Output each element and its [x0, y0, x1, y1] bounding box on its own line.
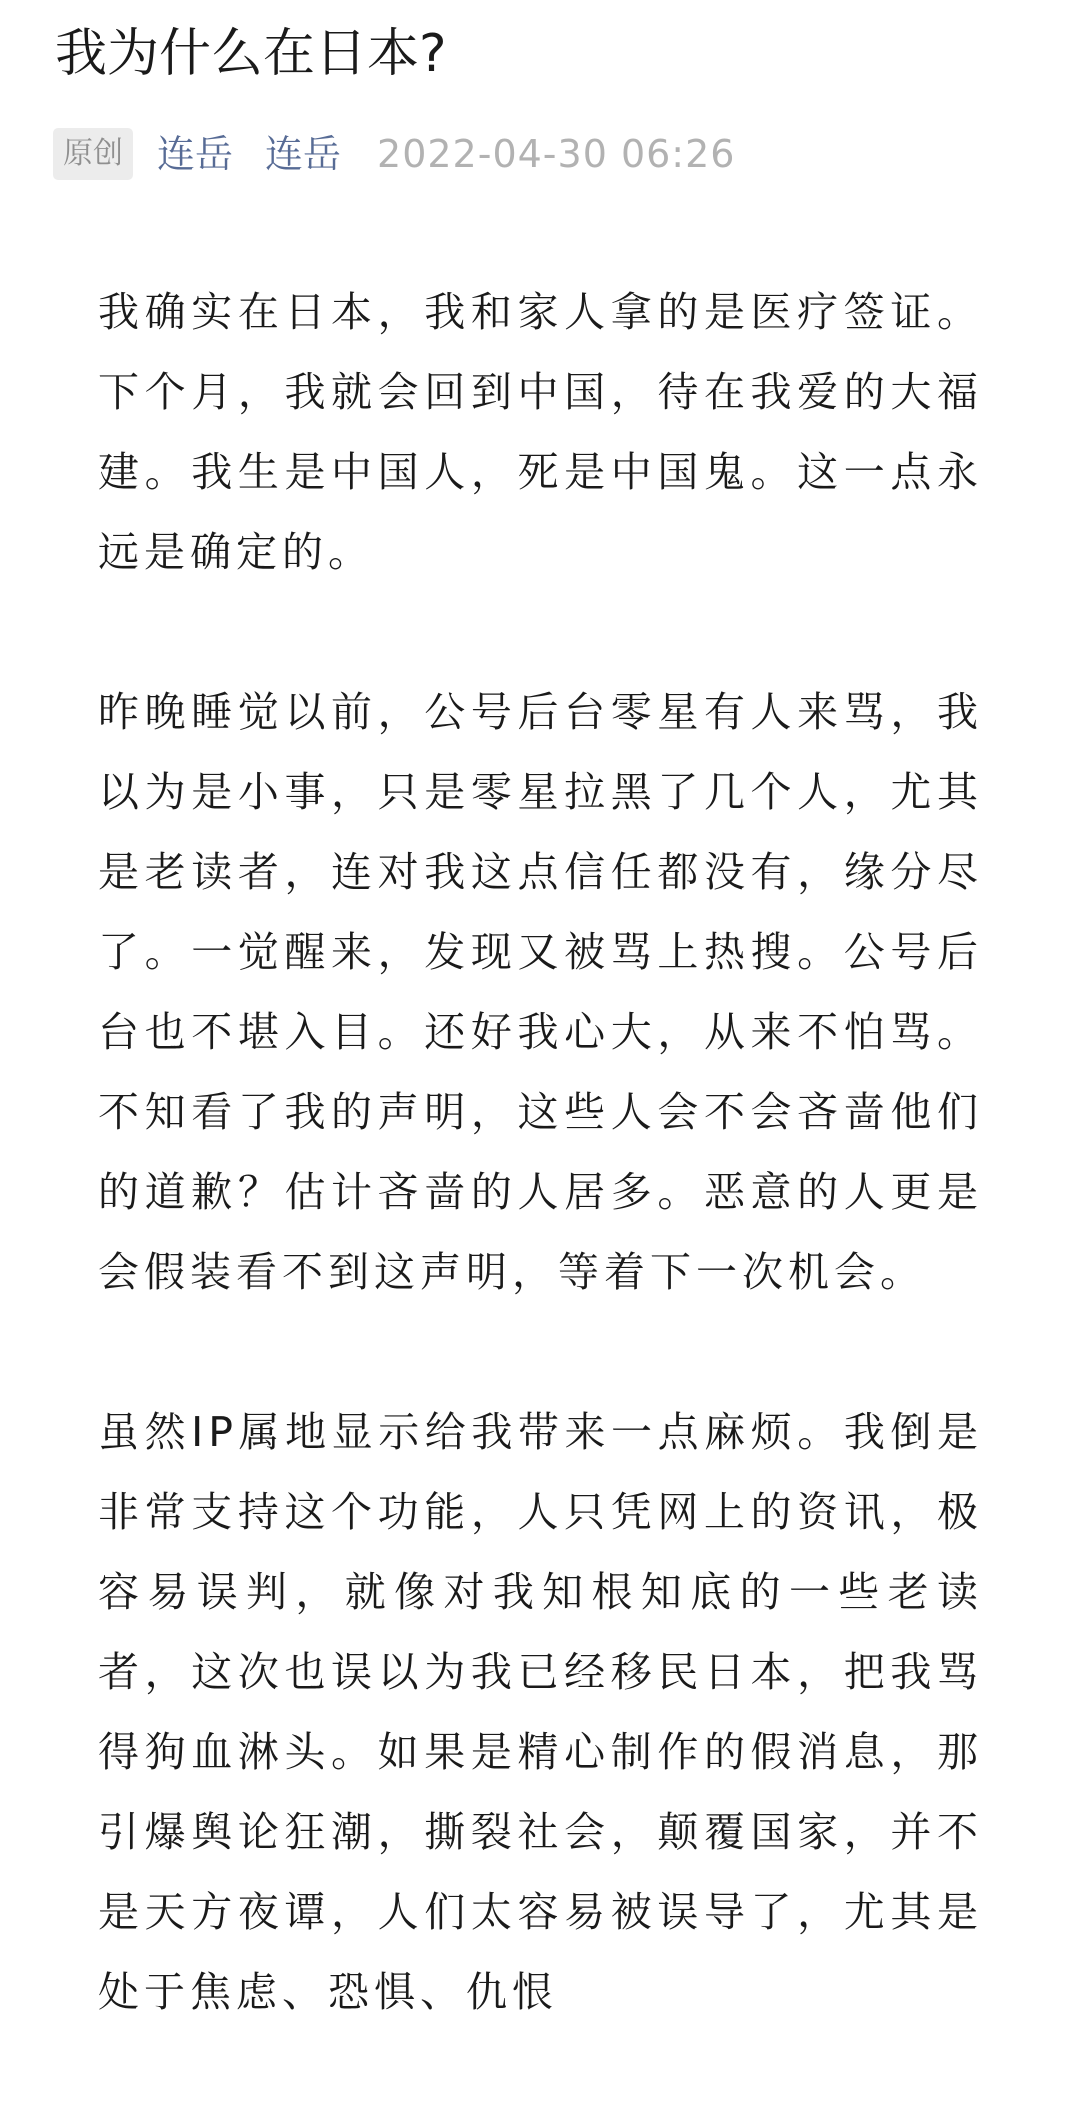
article-title: 我为什么在日本?: [55, 24, 447, 84]
author-name-link[interactable]: 连岳: [157, 132, 234, 176]
article-paragraph: 虽然IP属地显示给我带来一点麻烦。我倒是非常支持这个功能，人只凭网上的资讯，极容易误判，就像对我知根知底的一些老读者，这次也误以为我已经移民日本，把我骂得狗血淋头。如果是精心制作的假消息，那引爆舆论狂潮，撕裂社会，颠覆国家，并不是天方夜谭，人们太容易被误导了，尤其是处于焦虑、恐惧、仇恨: [98, 1408, 983, 2016]
original-badge: 原创: [53, 128, 133, 180]
article-body: [98, 272, 983, 2112]
article-paragraph: 我确实在日本，我和家人拿的是医疗签证。下个月，我就会回到中国，待在我爱的大福建。我生是中国人，死是中国鬼。这一点永远是确定的。: [98, 288, 983, 576]
article-paragraph: 昨晚睡觉以前，公号后台零星有人来骂，我以为是小事，只是零星拉黑了几个人，尤其是老读者，连对我这点信任都没有，缘分尽了。一觉醒来，发现又被骂上热搜。公号后台也不堪入目。还好我心大，从来不怕骂。不知看了我的声明，这些人会不会吝啬他们的道歉？估计吝啬的人居多。恶意的人更是会假装看不到这声明，等着下一次机会。: [98, 688, 983, 1296]
publish-time: 2022-04-30 06:26: [377, 132, 736, 176]
article-meta: [53, 124, 735, 184]
account-name-link[interactable]: 连岳: [265, 132, 342, 176]
